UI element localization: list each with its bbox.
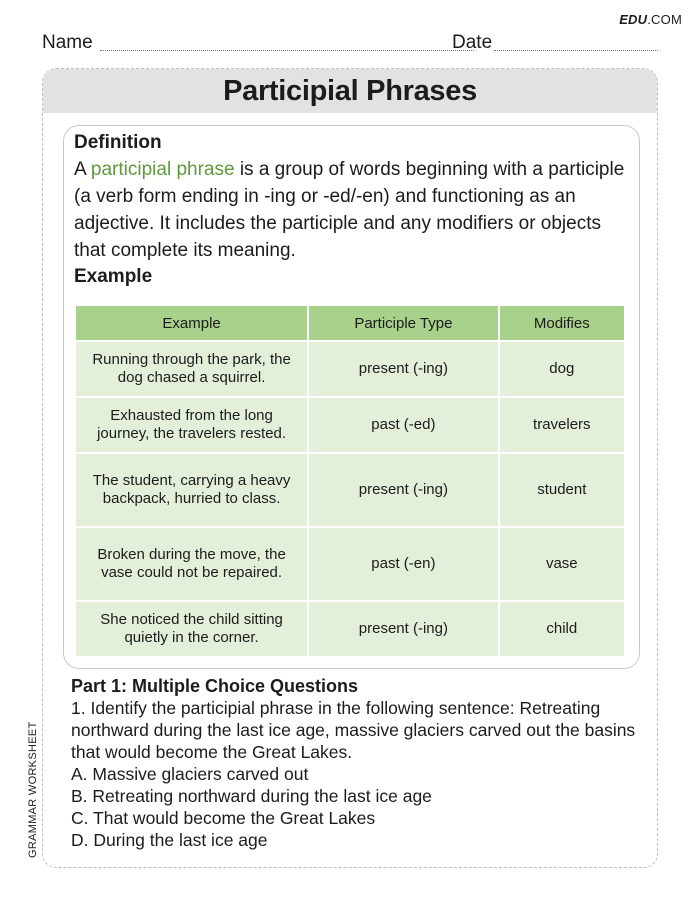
table-cell-modifies: vase (500, 528, 624, 600)
table-cell-type: present (-ing) (309, 342, 497, 396)
table-row (76, 528, 624, 600)
table-row (76, 454, 624, 526)
table-cell-example: She noticed the child sitting quietly in the corner. (76, 602, 307, 656)
table-header-example: Example (76, 306, 307, 340)
table-header-participle-type: Participle Type (309, 306, 497, 340)
table-header-row (76, 306, 624, 340)
answer-option-d[interactable]: D. During the last ice age (71, 830, 268, 850)
table-cell-modifies: child (500, 602, 624, 656)
answer-option-a[interactable]: A. Massive glaciers carved out (71, 764, 309, 784)
answer-option-c[interactable]: C. That would become the Great Lakes (71, 808, 376, 828)
name-date-row (42, 30, 658, 54)
brand-logo-bold: EDU (619, 12, 648, 27)
table-cell-example: Broken during the move, the vase could not be repaired. (76, 528, 307, 600)
page-title: Participial Phrases (43, 69, 657, 113)
date-line[interactable] (494, 50, 658, 51)
answer-option-b[interactable]: B. Retreating northward during the last ice age (71, 786, 432, 806)
table-row (76, 398, 624, 452)
table-cell-example: Exhausted from the long journey, the travelers rested. (76, 398, 307, 452)
table-cell-type: past (-ed) (309, 398, 497, 452)
example-table (74, 304, 626, 658)
name-label: Name (42, 32, 93, 53)
worksheet-panel (42, 68, 658, 868)
table-cell-modifies: travelers (500, 398, 624, 452)
table-cell-type: present (-ing) (309, 602, 497, 656)
table-cell-example: Running through the park, the dog chased a squirrel. (76, 342, 307, 396)
definition-text (74, 156, 634, 264)
definition-term: participial phrase (90, 159, 235, 180)
definition-text-before: A (74, 159, 91, 180)
brand-logo (619, 12, 682, 27)
table-cell-example: The student, carrying a heavy backpack, hurried to class. (76, 454, 307, 526)
definition-text-after: is a group of words beginning with a participle (a verb form ending in -ing or -ed/-en) and functioning as an adjective. It includes the participle and any modifiers or objects that complete its meaning. (74, 159, 625, 261)
table-cell-type: past (-en) (309, 528, 497, 600)
date-label: Date (452, 32, 493, 53)
definition-box (63, 125, 640, 669)
table-header-modifies: Modifies (500, 306, 624, 340)
definition-heading: Definition (74, 132, 162, 153)
table-row (76, 602, 624, 656)
table-cell-type: present (-ing) (309, 454, 497, 526)
brand-logo-suffix: .COM (647, 12, 682, 27)
table-row (76, 342, 624, 396)
table-cell-modifies: dog (500, 342, 624, 396)
example-heading: Example (74, 266, 153, 287)
table-cell-modifies: student (500, 454, 624, 526)
question-text: 1. Identify the participial phrase in the following sentence: Retreating northward during the last ice age, massive glaciers carved out the basins that would become the Great Lakes. (71, 698, 636, 762)
side-label: GRAMMAR WORKSHEET (27, 721, 39, 858)
name-line[interactable] (100, 50, 474, 51)
part1-title: Part 1: Multiple Choice Questions (71, 676, 359, 696)
part1-section (71, 675, 651, 851)
